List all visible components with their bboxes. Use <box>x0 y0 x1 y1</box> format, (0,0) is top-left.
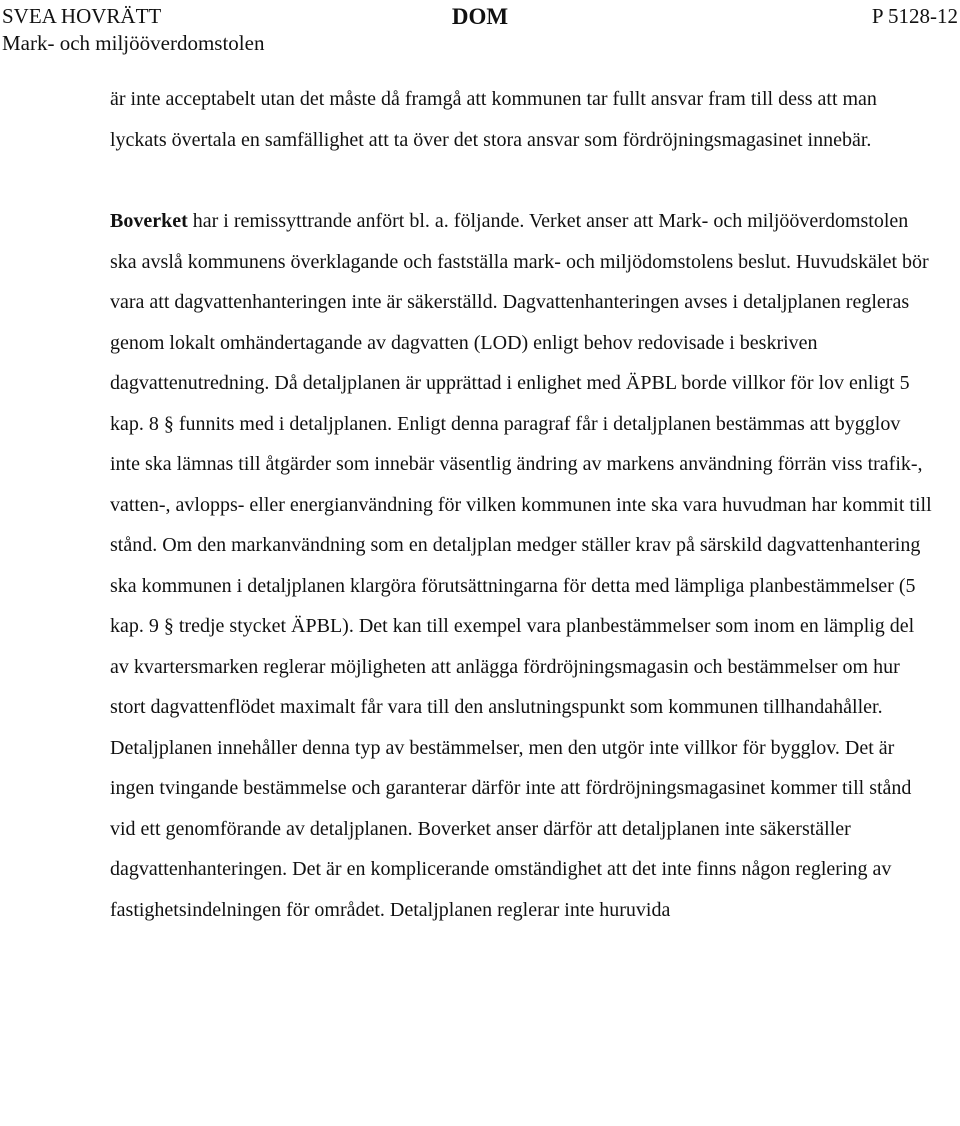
boverket-bold: Boverket <box>110 210 188 232</box>
division-name: Mark- och miljööverdomstolen <box>2 31 265 55</box>
document-body <box>110 79 932 930</box>
court-name: SVEA HOVRÄTT <box>2 4 162 28</box>
document-type: DOM <box>451 4 509 29</box>
paragraph-2 <box>110 201 932 930</box>
paragraph-1: är inte acceptabelt utan det måste då framgå att kommunen tar fullt ansvar fram till dess att man lyckats övertala en samfällighet att ta över det stora ansvar som fördröjningsmagasinet innebär. <box>110 88 877 151</box>
paragraph-spacer <box>110 160 932 201</box>
page-header <box>0 0 960 60</box>
case-number: P 5128-12 <box>871 4 958 28</box>
paragraph-2-text: har i remissyttrande anfört bl. a. följande. Verket anser att Mark- och miljööverdomstolen ska avslå kommunens överklagande och fastställa mark- och miljödomstolens beslut. Huvudskälet bör vara att dagvattenhanteringen inte är säkerställd. Dagvattenhanteringen avses i detaljplanen regleras genom lokalt omhändertagande av dagvatten (LOD) enligt behov redovisade i beskriven dagvattenutredning. Då detaljplanen är upprättad i enlighet med ÄPBL borde villkor för lov enligt 5 kap. 8 § funnits med i detaljplanen. Enligt denna paragraf får i detaljplanen bestämmas att bygglov inte ska lämnas till åtgärder som innebär väsentlig ändring av markens användning förrän viss trafik-, vatten-, avlopps- eller energianvändning för vilken kommunen inte ska vara huvudman har kommit till stånd. Om den markanvändning som en detaljplan medger ställer krav på särskild dagvattenhantering ska kommunen i detaljplanen klargöra förutsättningarna för detta med lämpliga planbestämmelser (5 kap. 9 § tredje stycket ÄPBL). Det kan till exempel vara planbestämmelser som inom en lämplig del av kvartersmarken reglerar möjligheten att anlägga fördröjningsmagasin och bestämmelser om hur stort dagvattenflödet maximalt får vara till den anslutningspunkt som kommunen tillhandahåller. Detaljplanen innehåller denna typ av bestämmelser, men den utgör inte villkor för bygglov. Det är ingen tvingande bestämmelse och garanterar därför inte att fördröjningsmagasinet kommer till stånd vid ett genomförande av detaljplanen. Boverket anser därför att detaljplanen inte säkerställer dagvattenhanteringen. Det är en komplicerande omständighet att det inte finns någon reglering av fastighetsindelningen för området. Detaljplanen reglerar inte huruvida <box>110 210 932 921</box>
